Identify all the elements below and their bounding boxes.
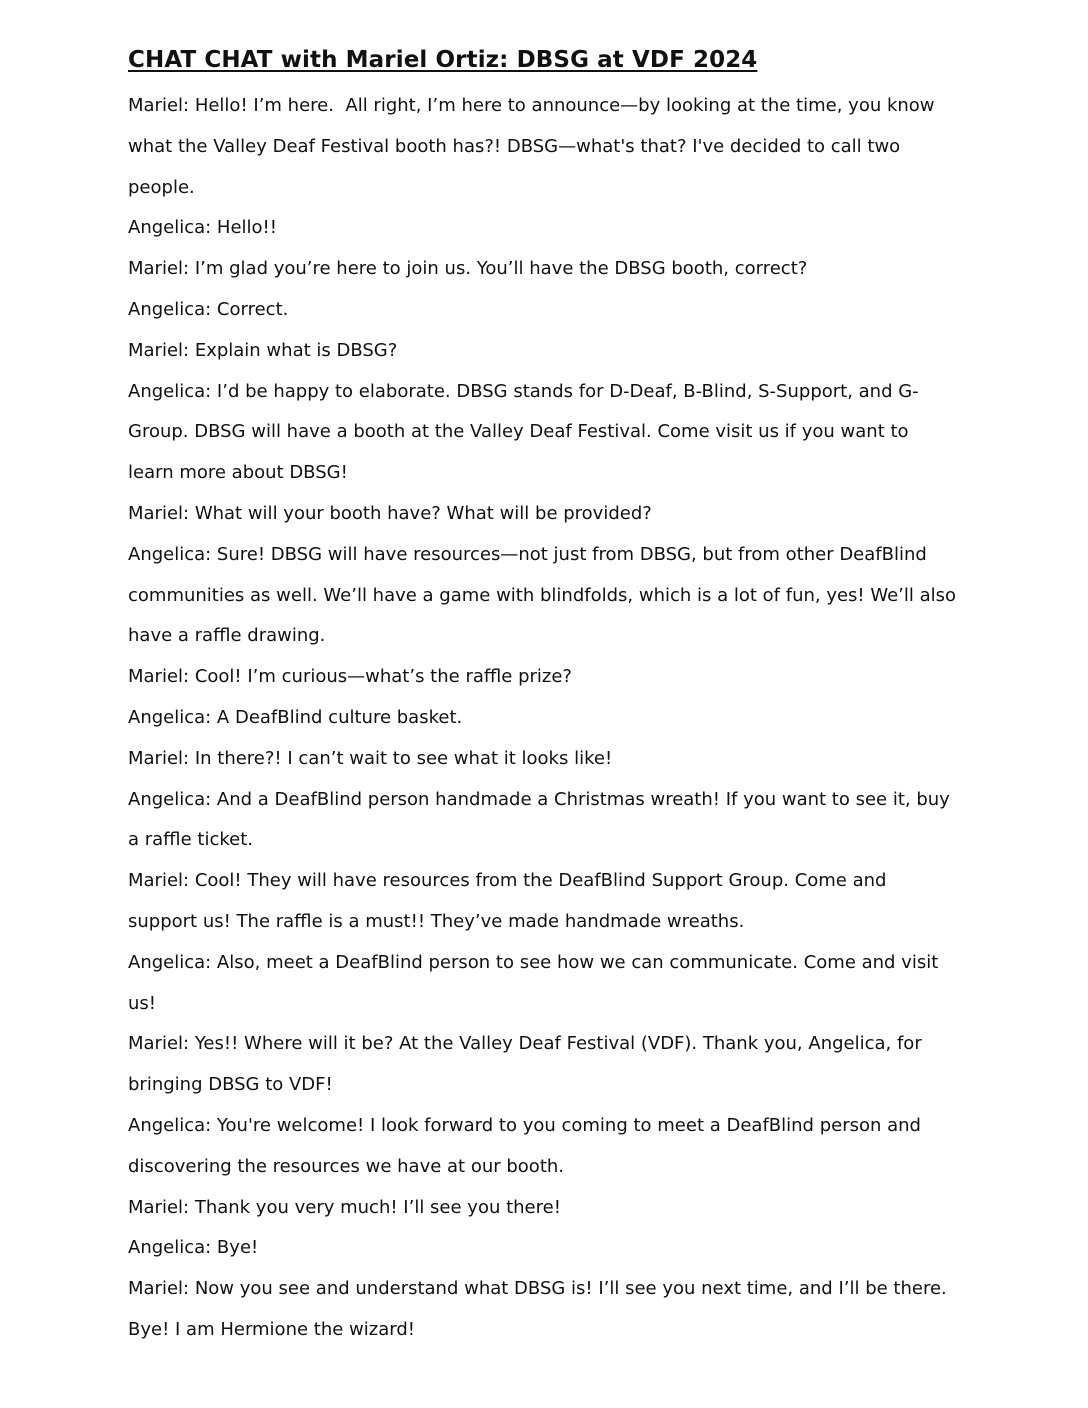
transcript (128, 86, 968, 1351)
transcript-line: Angelica: Correct. (128, 298, 289, 320)
transcript-line: Angelica: I’d be happy to elaborate. DBSG stands for D-Deaf, B-Blind, S-Support, and G- (128, 380, 919, 402)
transcript-line: Mariel: Explain what is DBSG? (128, 339, 398, 361)
transcript-line: learn more about DBSG! (128, 462, 348, 484)
transcript-line: Mariel: Thank you very much! I’ll see you there! (128, 1196, 561, 1218)
transcript-line: Angelica: Bye! (128, 1237, 259, 1259)
transcript-line: Angelica: And a DeafBlind person handmade a Christmas wreath! If you want to see it, buy (128, 788, 950, 810)
transcript-line: Mariel: Hello! I’m here. All right, I’m here to announce—by looking at the time, you know (128, 95, 935, 116)
document-title: CHAT CHAT with Mariel Ortiz: DBSG at VDF 2024 (128, 47, 758, 73)
transcript-line: people. (128, 176, 195, 198)
transcript-line: Mariel: Cool! They will have resources from the DeafBlind Support Group. Come and (128, 870, 887, 892)
transcript-line: bringing DBSG to VDF! (128, 1074, 333, 1096)
transcript-line: discovering the resources we have at our booth. (128, 1155, 565, 1177)
transcript-line: have a raffle drawing. (128, 625, 326, 647)
transcript-line: Mariel: Now you see and understand what DBSG is! I’ll see you next time, and I’ll be there. (128, 1278, 947, 1300)
transcript-line: Mariel: Cool! I’m curious—what’s the raffle prize? (128, 666, 572, 688)
transcript-line: support us! The raffle is a must!! They’ve made handmade wreaths. (128, 910, 745, 932)
transcript-line: a raffle ticket. (128, 829, 253, 851)
transcript-line: Mariel: In there?! I can’t wait to see what it looks like! (128, 747, 613, 769)
transcript-line: Mariel: I’m glad you’re here to join us. You’ll have the DBSG booth, correct? (128, 258, 808, 280)
transcript-line: Angelica: You're welcome! I look forward to you coming to meet a DeafBlind person and (128, 1114, 921, 1136)
transcript-line: Angelica: Sure! DBSG will have resources—not just from DBSG, but from other DeafBlind (128, 543, 927, 565)
document-page (128, 38, 968, 1351)
transcript-line: Angelica: A DeafBlind culture basket. (128, 706, 463, 728)
transcript-line: Angelica: Hello!! (128, 217, 277, 239)
transcript-line: Bye! I am Hermione the wizard! (128, 1318, 415, 1340)
transcript-line: Mariel: What will your booth have? What will be provided? (128, 502, 652, 524)
transcript-line: Group. DBSG will have a booth at the Valley Deaf Festival. Come visit us if you want to (128, 421, 909, 443)
transcript-line: what the Valley Deaf Festival booth has?! DBSG—what's that? I've decided to call two (128, 135, 901, 157)
transcript-line: Mariel: Yes!! Where will it be? At the Valley Deaf Festival (VDF). Thank you, Angelica, for (128, 1033, 922, 1055)
transcript-line: Angelica: Also, meet a DeafBlind person to see how we can communicate. Come and visit us! (128, 951, 945, 1014)
transcript-line: communities as well. We’ll have a game with blindfolds, which is a lot of fun, yes! We’ll also (128, 584, 957, 606)
